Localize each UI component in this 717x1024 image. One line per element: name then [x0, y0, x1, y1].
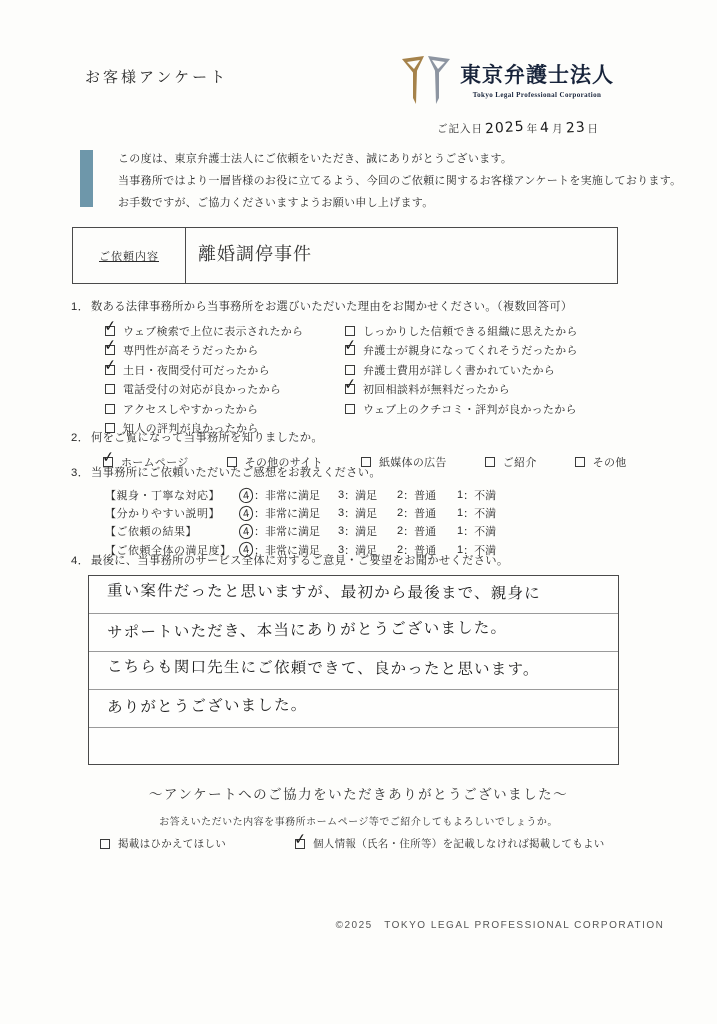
intro-accent-bar [80, 150, 93, 207]
request-content-box [72, 227, 618, 284]
page-title: お客様アンケート [85, 69, 229, 86]
rating-num-2: 2 [397, 525, 404, 538]
fill-date-line [437, 120, 599, 136]
option-label: ウェブ上のクチコミ・評判が良かったから [363, 403, 577, 416]
rating-text-4: ：非常に満足 [254, 544, 320, 557]
checkbox [100, 839, 110, 849]
rating-text-4: ：非常に満足 [254, 526, 320, 539]
option-label: ご紹介 [502, 456, 537, 469]
checkbox [343, 375, 358, 394]
intro-line: お手数ですが、ご協力くださいますようお願い申し上げます。 [118, 197, 434, 209]
option-label: その他 [592, 456, 627, 469]
check-mark-icon: ✓ [101, 448, 116, 467]
rating-circle-annotation: 4 [238, 541, 254, 558]
question-1-text: 数ある法律事務所から当事務所をお選びいただいた理由をお聞かせください。（複数回答可） [91, 301, 573, 313]
option-label: ホームページ [121, 456, 189, 469]
checkbox-option [100, 834, 295, 854]
option-label: 掲載はひかえてほしい [118, 838, 226, 851]
firm-name-jp: 東京弁護士法人 [460, 63, 614, 87]
checkbox [103, 356, 118, 375]
option-label: 弁護士が親身になってくれそうだったから [363, 345, 578, 358]
rating-option-4 [243, 523, 338, 539]
rating-num-1: 1 [457, 543, 464, 556]
intro-line: 当事務所ではより一層皆様のお役に立てるよう、今回のご依頼に関するお客様アンケートを実施しております。 [118, 175, 682, 187]
request-value: 離婚調停事件 [198, 243, 312, 264]
rating-num-3: 3 [338, 525, 345, 538]
rating-label: 【分かりやすい説明】 [105, 508, 220, 521]
question-1-number: 1． [71, 301, 90, 313]
check-mark-icon: ✓ [293, 830, 308, 849]
rating-num-3: 3 [338, 543, 345, 556]
checkbox-option [343, 336, 578, 361]
comment-line [89, 728, 618, 766]
option-label: アクセスしやすかったから [123, 403, 259, 416]
intro-text [118, 148, 681, 214]
rating-option-4 [243, 487, 338, 503]
comment-line [89, 614, 618, 652]
checkbox [575, 457, 585, 467]
rating-text-1: ：不満 [463, 490, 497, 503]
rating-num-2: 2 [397, 507, 404, 520]
date-day-unit: 日 [587, 123, 599, 135]
option-label: しっかりした信頼できる組織に思えたから [363, 325, 578, 338]
checkbox [345, 326, 355, 336]
rating-option-2 [397, 505, 457, 521]
rating-num-3: 3 [338, 507, 345, 520]
handwritten-comment: ありがとうございました。 [106, 695, 308, 717]
q3-rating-rows [105, 486, 496, 559]
checkbox-option [345, 360, 578, 380]
rating-num-1: 1 [457, 507, 464, 520]
copyright-line: ©2025 TOKYO LEGAL PROFESSIONAL CORPORATION [335, 920, 665, 931]
rating-option-1 [457, 487, 496, 503]
question-4-text: 最後に、当事務所のサービス全体に対するご意見・ご要望をお聞かせください。 [91, 555, 509, 567]
date-prefix: ご記入日 [437, 123, 483, 135]
rating-text-3: ：満足 [344, 526, 378, 539]
request-label-cell [73, 228, 186, 283]
question-1 [71, 298, 578, 438]
rating-text-2: ：普通 [403, 490, 437, 503]
rating-text-1: ：不満 [463, 526, 497, 539]
request-label: ご依頼内容 [99, 250, 159, 263]
request-value-cell [186, 228, 617, 283]
rating-num-3: 3 [338, 489, 345, 502]
checkbox [105, 384, 115, 394]
rating-label: 【親身・丁寧な対応】 [105, 490, 220, 503]
checkbox [105, 404, 115, 414]
option-label: 個人情報（氏名・住所等）を記載しなければ掲載してもよい [313, 838, 605, 851]
option-label: 専門性が高そうだったから [123, 345, 259, 358]
rating-option-4 [243, 505, 338, 521]
q1-right-options [345, 321, 578, 438]
option-label: 電話受付の対応が良かったから [123, 384, 282, 397]
rating-num-1: 1 [457, 489, 464, 502]
publish-consent-options [100, 830, 605, 854]
brand-text [460, 56, 614, 99]
question-3-number: 3． [71, 467, 90, 479]
rating-option-3 [338, 523, 397, 539]
brand-block [400, 56, 614, 112]
question-4-heading [71, 552, 619, 568]
rating-row [105, 486, 496, 504]
rating-text-4: ：非常に満足 [254, 490, 320, 503]
rating-text-2: ：普通 [403, 508, 437, 521]
rating-row [105, 522, 496, 540]
checkbox [345, 365, 355, 375]
option-label: 初回相談料が無料だったから [363, 384, 510, 397]
rating-label: 【ご依頼全体の満足度】 [105, 544, 232, 557]
rating-option-3 [338, 505, 397, 521]
option-label: 弁護士費用が詳しく書かれていたから [363, 364, 556, 377]
rating-row [105, 504, 496, 522]
rating-text-1: ：不満 [463, 508, 497, 521]
check-mark-icon: ✓ [103, 317, 118, 336]
checkbox [103, 336, 118, 355]
comment-box [88, 575, 619, 765]
rating-circle-annotation: 4 [238, 487, 254, 504]
checkbox-option [105, 380, 345, 400]
checkbox-option [343, 375, 578, 400]
question-3-heading [71, 464, 496, 480]
option-label: 土日・夜間受付可だったから [123, 364, 270, 377]
checkbox-option [345, 399, 578, 419]
date-day-handwritten: 23 [565, 119, 586, 137]
rating-option-2 [397, 523, 457, 539]
handwritten-comment: こちらも関口先生にご依頼できて、良かったと思います。 [106, 657, 540, 679]
comment-line [89, 576, 618, 614]
rating-circle-annotation: 4 [238, 505, 254, 522]
rating-text-3: ：満足 [344, 490, 378, 503]
rating-text-3: ：満足 [344, 544, 378, 557]
check-mark-icon: ✓ [343, 336, 358, 355]
rating-num-2: 2 [397, 543, 404, 556]
checkbox [343, 336, 358, 355]
checkbox-option [103, 336, 345, 361]
checkbox-option [103, 356, 345, 380]
q1-left-options [103, 317, 345, 438]
thanks-message: ～アンケートへのご協力をいただきありがとうございました～ [148, 787, 569, 802]
question-3 [71, 464, 497, 559]
check-mark-icon: ✓ [103, 356, 118, 375]
handwritten-comment: 重い案件だったと思いますが、最初から最後まで、親身に [106, 581, 541, 603]
rating-text-2: ：普通 [403, 544, 437, 557]
publish-consent-question: お答えいただいた内容を事務所ホームページ等でご紹介してもよろしいでしょうか。 [159, 817, 558, 828]
checkbox-option [105, 399, 345, 419]
rating-option-3 [338, 487, 397, 503]
firm-name-en: Tokyo Legal Professional Corporation [472, 91, 602, 99]
date-year-handwritten: 2025 [484, 118, 526, 138]
date-month-handwritten: 4 [539, 119, 551, 137]
handwritten-comment: サポートいただき、本当にありがとうございました。 [106, 618, 508, 642]
question-4 [71, 552, 619, 765]
checkbox [293, 830, 308, 849]
rating-text-2: ：普通 [403, 526, 437, 539]
comment-line [89, 690, 618, 728]
question-2-text: 何をご覧になって当事務所を知りましたか。 [91, 432, 323, 444]
rating-text-4: ：非常に満足 [254, 508, 320, 521]
date-year-unit: 年 [526, 123, 539, 135]
question-3-text: 当事務所にご依頼いただいたご感想をお教えください。 [91, 467, 381, 479]
check-mark-icon: ✓ [103, 336, 118, 355]
option-label: その他のサイト [244, 456, 323, 469]
option-label: ウェブ検索で上位に表示されたから [123, 325, 304, 338]
rating-num-2: 2 [397, 489, 404, 502]
checkbox-option [345, 321, 578, 341]
intro-block [80, 148, 681, 214]
question-1-heading [71, 298, 578, 314]
check-mark-icon: ✓ [343, 375, 358, 394]
rating-text-3: ：満足 [344, 508, 378, 521]
rating-option-1 [457, 505, 496, 521]
question-4-number: 4． [71, 555, 90, 567]
rating-option-2 [397, 487, 457, 503]
date-month-unit: 月 [552, 123, 564, 135]
checkbox-option [103, 317, 345, 341]
checkbox-option [575, 452, 627, 472]
firm-logo-icon [400, 56, 452, 112]
rating-num-1: 1 [457, 525, 464, 538]
comment-line [89, 652, 618, 690]
option-label: 知人の評判が良かったから [123, 423, 259, 436]
option-label: 紙媒体の広告 [378, 456, 447, 469]
rating-label: 【ご依頼の結果】 [105, 526, 197, 539]
rating-option-1 [457, 523, 496, 539]
rating-circle-annotation: 4 [238, 523, 254, 540]
rating-text-1: ：不満 [463, 544, 497, 557]
checkbox [103, 317, 118, 336]
checkbox [345, 404, 355, 414]
intro-line: この度は、東京弁護士法人にご依頼をいただき、誠にありがとうございます。 [118, 153, 513, 165]
checkbox-option [293, 830, 605, 854]
question-2-heading [71, 429, 665, 445]
question-2-number: 2． [71, 432, 90, 444]
